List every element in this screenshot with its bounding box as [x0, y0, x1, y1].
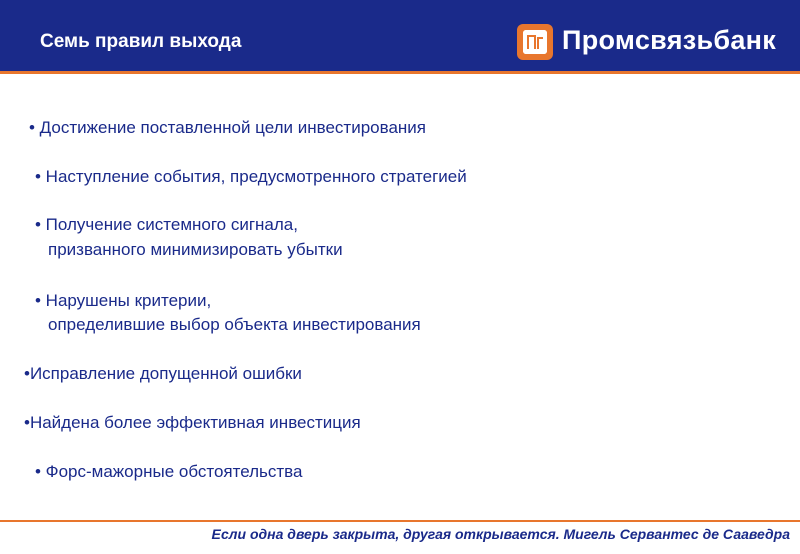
- brand-name: Промсвязьбанк: [562, 25, 777, 55]
- rule-item: • Форс-мажорные обстоятельства: [35, 462, 303, 481]
- rule-item-continuation: призванного минимизировать убытки: [48, 240, 343, 259]
- rule-item: • Нарушены критерии,: [35, 291, 212, 310]
- footer-divider: [0, 520, 800, 522]
- rule-item: • Наступление события, предусмотренного стратегией: [35, 167, 467, 186]
- rule-item: •Найдена более эффективная инвестиция: [24, 413, 361, 432]
- footer-quote: Если одна дверь закрыта, другая открывается. Мигель Сервантес де Сааведра: [211, 526, 790, 542]
- rule-item-continuation: определившие выбор объекта инвестирования: [48, 315, 421, 334]
- rule-item: •Исправление допущенной ошибки: [24, 364, 302, 383]
- slide-title: Семь правил выхода: [40, 31, 242, 52]
- rule-item: • Получение системного сигнала,: [35, 215, 298, 234]
- rule-item: • Достижение поставленной цели инвестирования: [29, 118, 427, 137]
